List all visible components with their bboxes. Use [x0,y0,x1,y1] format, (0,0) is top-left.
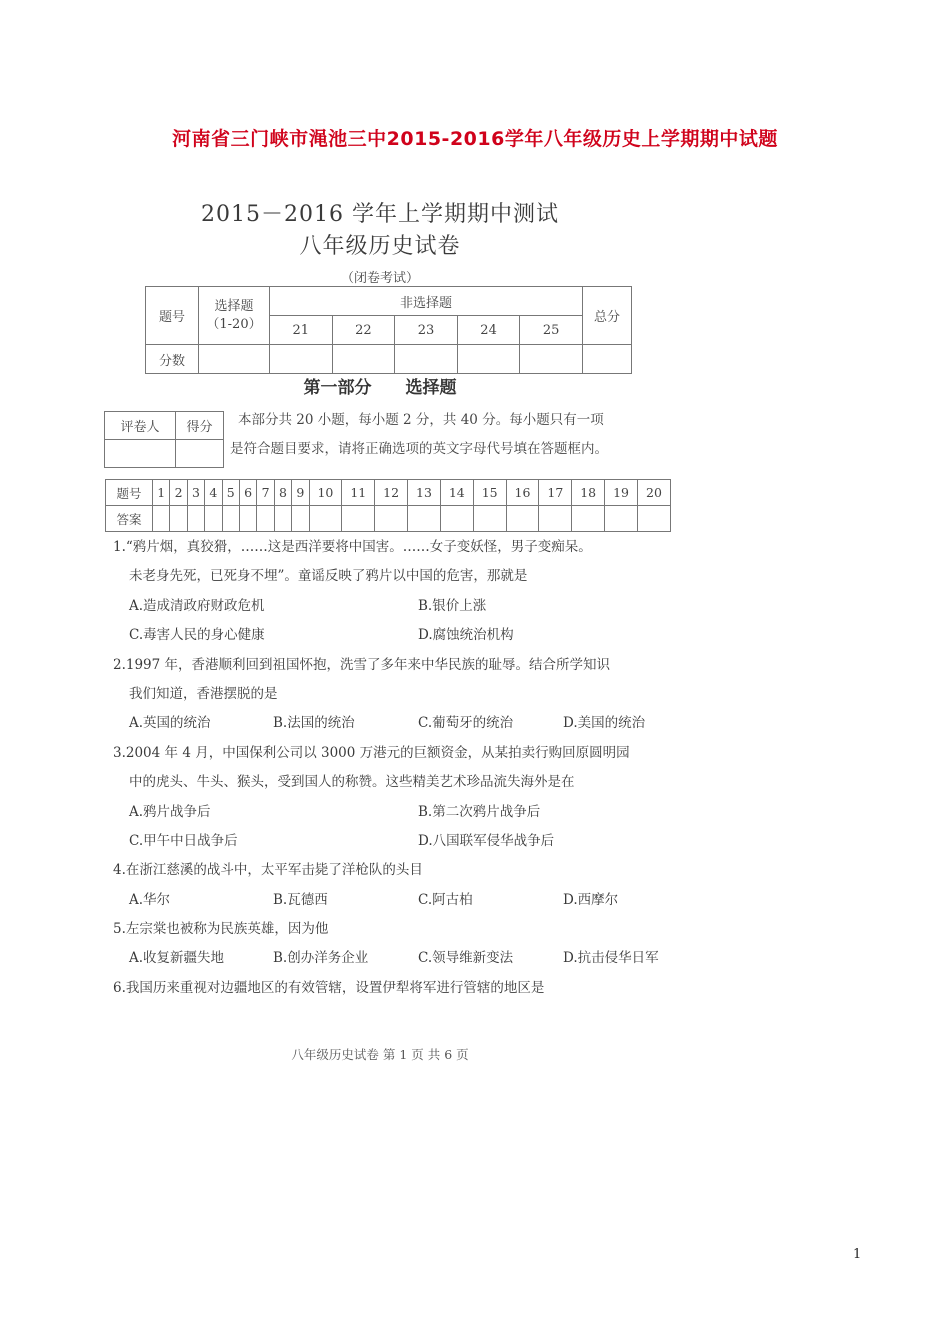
answer-option: B.创办洋务企业 [273,950,369,967]
answer-cell [257,506,274,532]
question-stem-line: 6.我国历来重视对边疆地区的有效管辖，设置伊犁将军进行管辖的地区是 [113,979,545,996]
answer-option: C.葡萄牙的统治 [418,715,514,732]
answer-option: A.英国的统治 [129,715,211,732]
option-row [113,944,673,973]
grader-cell [176,440,224,468]
answer-option: D.西摩尔 [563,891,619,908]
intro-line-2: 是符合题目要求，请将正确选项的英文字母代号填在答题框内。 [230,441,608,457]
grader-cell [105,440,176,468]
answer-cell [187,506,204,532]
answer-option: D.抗击侵华日军 [563,950,659,967]
option-row [113,798,673,827]
answer-number-cell: 10 [309,480,342,506]
answer-number-cell: 2 [170,480,187,506]
answer-option: A.鸦片战争后 [129,803,211,820]
answer-cell [637,506,670,532]
answer-number-cell: 13 [408,480,441,506]
answer-option: B.法国的统治 [273,715,355,732]
option-row [113,886,673,915]
answer-number-cell: 20 [637,480,670,506]
answer-number-cell: 9 [292,480,309,506]
score-cell [395,345,458,374]
answer-number-row [106,480,671,506]
score-cell [199,345,270,374]
answer-cell [205,506,222,532]
answer-cell [539,506,572,532]
score-cell [332,345,395,374]
score-table-total-label: 总分 [583,287,632,345]
answer-cell [506,506,539,532]
answer-cell [274,506,291,532]
score-cell [583,345,632,374]
grader-table [104,411,224,468]
answer-cell [572,506,605,532]
nonchoice-number: 22 [332,316,395,345]
scanned-exam-page [100,185,680,1075]
answer-number-cell: 6 [239,480,256,506]
answer-option: D.腐蚀统治机构 [418,627,514,644]
question-stem-line: 2.1997 年，香港顺利回到祖国怀抱，洗雪了多年来中华民族的耻辱。结合所学知识 [113,656,611,673]
answer-option: C.阿古柏 [418,891,473,908]
answer-table-question-label: 题号 [106,480,153,506]
section-heading: 第一部分 选择题 [303,378,457,398]
nonchoice-number: 25 [520,316,583,345]
score-cell [520,345,583,374]
answer-number-cell: 5 [222,480,239,506]
answer-table-answer-label: 答案 [106,506,153,532]
score-cell [457,345,520,374]
question-stem-line: 未老身先死，已死身不埋”。童谣反映了鸦片以中国的危害，那就是 [129,568,528,585]
answer-cell [170,506,187,532]
score-table [145,286,632,374]
answer-cell [239,506,256,532]
exam-note: （闭卷考试） [340,271,419,286]
answer-option: C.毒害人民的身心健康 [129,627,265,644]
question-stem-line: 3.2004 年 4 月，中国保利公司以 3000 万港元的巨额资金，从某拍卖行购回原圆明园 [113,744,630,761]
document-title: 河南省三门峡市渑池三中2015-2016学年八年级历史上学期期中试题 [172,128,778,150]
answer-cell [309,506,342,532]
score-table-question-label: 题号 [146,287,199,345]
answer-cell [153,506,170,532]
answer-option: D.美国的统治 [563,715,646,732]
nonchoice-number: 21 [270,316,333,345]
question-stem-line: 中的虎头、牛头、猴头，受到国人的称赞。这些精美艺术珍品流失海外是在 [129,774,575,791]
answer-number-cell: 4 [205,480,222,506]
option-row [113,621,673,650]
question-stem-line: 4.在浙江慈溪的战斗中，太平军击毙了洋枪队的头目 [113,862,423,879]
score-cell [270,345,333,374]
question-stem-line: 我们知道，香港摆脱的是 [129,685,278,702]
grader-label: 评卷人 [105,412,176,440]
answer-number-cell: 8 [274,480,291,506]
intro-line-1: 本部分共 20 小题，每小题 2 分，共 40 分。每小题只有一项 [238,412,604,428]
score-table-nonchoice-label: 非选择题 [270,287,583,316]
option-row [113,709,673,738]
grader-score-label: 得分 [176,412,224,440]
score-table-score-label: 分数 [146,345,199,374]
answer-option: B.银价上涨 [418,597,487,614]
choice-range-text: （1-20） [206,316,262,332]
answer-cell [375,506,408,532]
answer-cell [292,506,309,532]
exam-title-line1: 2015－2016 学年上学期期中测试 [201,202,559,227]
nonchoice-number: 23 [395,316,458,345]
answer-number-cell: 18 [572,480,605,506]
page-footer: 八年级历史试卷 第 1 页 共 6 页 [291,1047,469,1062]
answer-cell [473,506,506,532]
answer-option: C.领导维新变法 [418,950,514,967]
answer-number-cell: 16 [506,480,539,506]
answer-number-cell: 17 [539,480,572,506]
answer-option: B.瓦德西 [273,891,328,908]
answer-table [105,479,671,532]
answer-cell [440,506,473,532]
choice-label-text: 选择题 [214,298,254,314]
option-row [113,592,673,621]
answer-number-cell: 11 [342,480,375,506]
answer-option: A.收复新疆失地 [129,950,225,967]
answer-number-cell: 7 [257,480,274,506]
answer-number-cell: 14 [440,480,473,506]
page-number: 1 [853,1247,862,1262]
answer-number-cell: 19 [605,480,638,506]
exam-title-line2: 八年级历史试卷 [299,234,461,259]
answer-cell [408,506,441,532]
question-stem-line: 1.“鸦片烟，真狡猾，……这是西洋要将中国害。……女子变妖怪，男子变痴呆。 [113,539,592,555]
option-row [113,827,673,856]
answer-cell [222,506,239,532]
answer-number-cell: 12 [375,480,408,506]
section-intro [230,406,670,464]
answer-option: D.八国联军侵华战争后 [418,832,555,849]
answer-option: B.第二次鸦片战争后 [418,803,541,820]
answer-cell [605,506,638,532]
question-list [113,533,673,1003]
answer-cell [342,506,375,532]
answer-number-cell: 1 [153,480,170,506]
answer-number-cell: 3 [187,480,204,506]
answer-number-cell: 15 [473,480,506,506]
nonchoice-number: 24 [457,316,520,345]
answer-option: A.造成清政府财政危机 [129,597,265,614]
score-table-choice-label [199,287,270,345]
answer-option: A.华尔 [129,891,171,908]
answer-option: C.甲午中日战争后 [129,832,238,849]
answer-row [106,506,671,532]
question-stem-line: 5.左宗棠也被称为民族英雄，因为他 [113,921,329,938]
